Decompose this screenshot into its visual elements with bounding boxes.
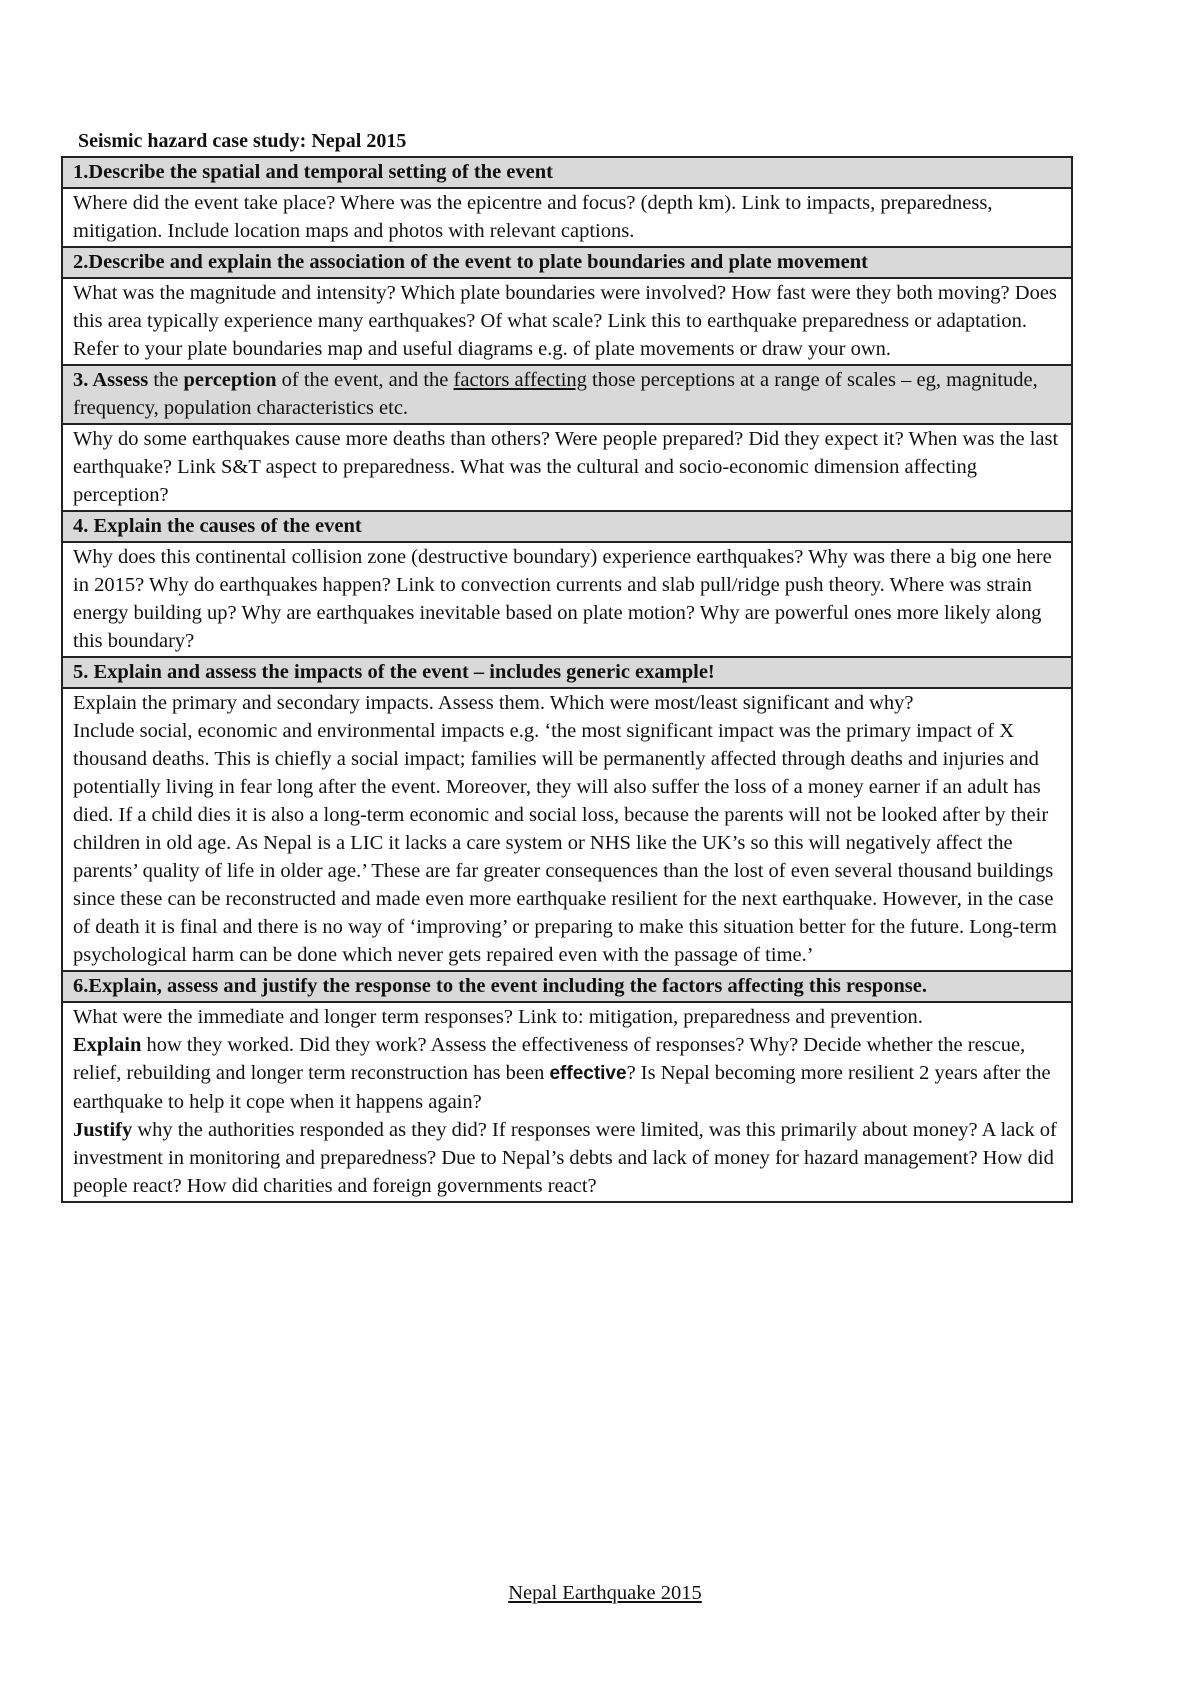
section-3-body: Why do some earthquakes cause more deaths than others? Were people prepared? Did they expect it? When was the last earthquake? Link S&T aspect to preparedness. What was the cultural and socio-economic dimension affecting perception? (62, 424, 1072, 511)
section-2-header-row (62, 247, 1072, 278)
section-5-header: 5. Explain and assess the impacts of the event – includes generic example! (62, 657, 1072, 688)
section-6-body-row (62, 1002, 1072, 1202)
section-4-body: Why does this continental collision zone (destructive boundary) experience earthquakes? Why was there a big one here in 2015? Why do earthquakes happen? Link to convection currents and slab pull/ridge push theory. Where was strain energy building up? Why are earthquakes inevitable based on plate motion? Why are powerful ones more likely along this boundary? (62, 542, 1072, 657)
section-6-body-paragraph-3 (73, 1116, 1063, 1200)
case-study-table (61, 156, 1073, 1203)
page-title: Seismic hazard case study: Nepal 2015 (78, 130, 407, 152)
section-6-body (62, 1002, 1072, 1202)
section-5-body (62, 688, 1072, 971)
section-5-header-row (62, 657, 1072, 688)
section-2-header: 2.Describe and explain the association of the event to plate boundaries and plate movement (62, 247, 1072, 278)
section-6-body-paragraph-2 (73, 1031, 1063, 1116)
section-3-text-3: those perceptions at a range of scales – eg, magnitude, frequency, population characteristics etc. (73, 369, 1038, 419)
section-4-body-row (62, 542, 1072, 657)
section-2-body: What was the magnitude and intensity? Which plate boundaries were involved? How fast were they both moving? Does this area typically experience many earthquakes? Of what scale? Link this to earthquake preparedness or adaptation. Refer to your plate boundaries map and useful diagrams e.g. of plate movements or draw your own. (62, 278, 1072, 365)
section-3-header-row (62, 365, 1072, 424)
section-6-text-2a: how they worked. Did they work? Assess the effectiveness of responses? Why? Decide whether the rescue, relief, rebuilding and longer term reconstruction has been (73, 1034, 1026, 1084)
section-1-body: Where did the event take place? Where was the epicentre and focus? (depth km). Link to impacts, preparedness, mitigation. Include location maps and photos with relevant captions. (62, 188, 1072, 247)
section-1-header: 1.Describe the spatial and temporal setting of the event (62, 157, 1072, 188)
section-2-body-row (62, 278, 1072, 365)
section-6-explain-word: Explain (73, 1034, 142, 1056)
section-5-body-paragraph-2: Include social, economic and environmental impacts e.g. ‘the most significant impact was the primary impact of X thousand deaths. This is chiefly a social impact; families will be permanently affected through deaths and injuries and potentially living in fear long after the event. Moreover, they will also suffer the loss of a money earner if an adult has died. If a child dies it is also a long-term economic and social loss, because the parents will not be looked after by their children in old age. As Nepal is a LIC it lacks a care system or NHS like the UK’s so this will negatively affect the parents’ quality of life in older age.’ These are far greater consequences than the lost of even several thousand buildings since these can be reconstructed and made even more earthquake resilient for the next earthquake. However, in the case of death it is final and there is no way of ‘improving’ or preparing to make this situation better for the future. Long-term psychological harm can be done which never gets repaired even with the passage of time.’ (73, 720, 1057, 966)
page-footer: Nepal Earthquake 2015 (508, 1582, 702, 1604)
section-3-text-2: of the event, and the (276, 369, 454, 391)
section-3-perception: perception (183, 369, 277, 391)
section-4-header-row (62, 511, 1072, 542)
section-6-text-2b: ? Is Nepal becoming more resilient 2 years after the earthquake to help it cope when it happens again? (73, 1062, 1051, 1113)
section-3-number: 3. Assess (73, 369, 149, 391)
section-5-body-row (62, 688, 1072, 971)
section-6-body-paragraph-1: What were the immediate and longer term responses? Link to: mitigation, preparedness and prevention. (73, 1006, 923, 1028)
section-4-header: 4. Explain the causes of the event (62, 511, 1072, 542)
section-1-header-row (62, 157, 1072, 188)
section-1-body-row (62, 188, 1072, 247)
section-6-justify-word: Justify (73, 1119, 133, 1141)
section-5-body-paragraph-1: Explain the primary and secondary impacts. Assess them. Which were most/least significant and why? (73, 692, 914, 714)
section-3-factors-affecting: factors affecting (453, 369, 587, 391)
section-6-effective-word: effective (549, 1063, 627, 1084)
section-3-body-row (62, 424, 1072, 511)
section-6-header-row (62, 971, 1072, 1002)
section-3-header (62, 365, 1072, 424)
section-3-text-1: the (148, 369, 184, 391)
section-6-header: 6.Explain, assess and justify the response to the event including the factors affecting this response. (62, 971, 1072, 1002)
section-6-text-3: why the authorities responded as they did? If responses were limited, was this primarily about money? A lack of investment in monitoring and preparedness? Due to Nepal’s debts and lack of money for hazard management? How did people react? How did charities and foreign governments react? (73, 1119, 1057, 1197)
